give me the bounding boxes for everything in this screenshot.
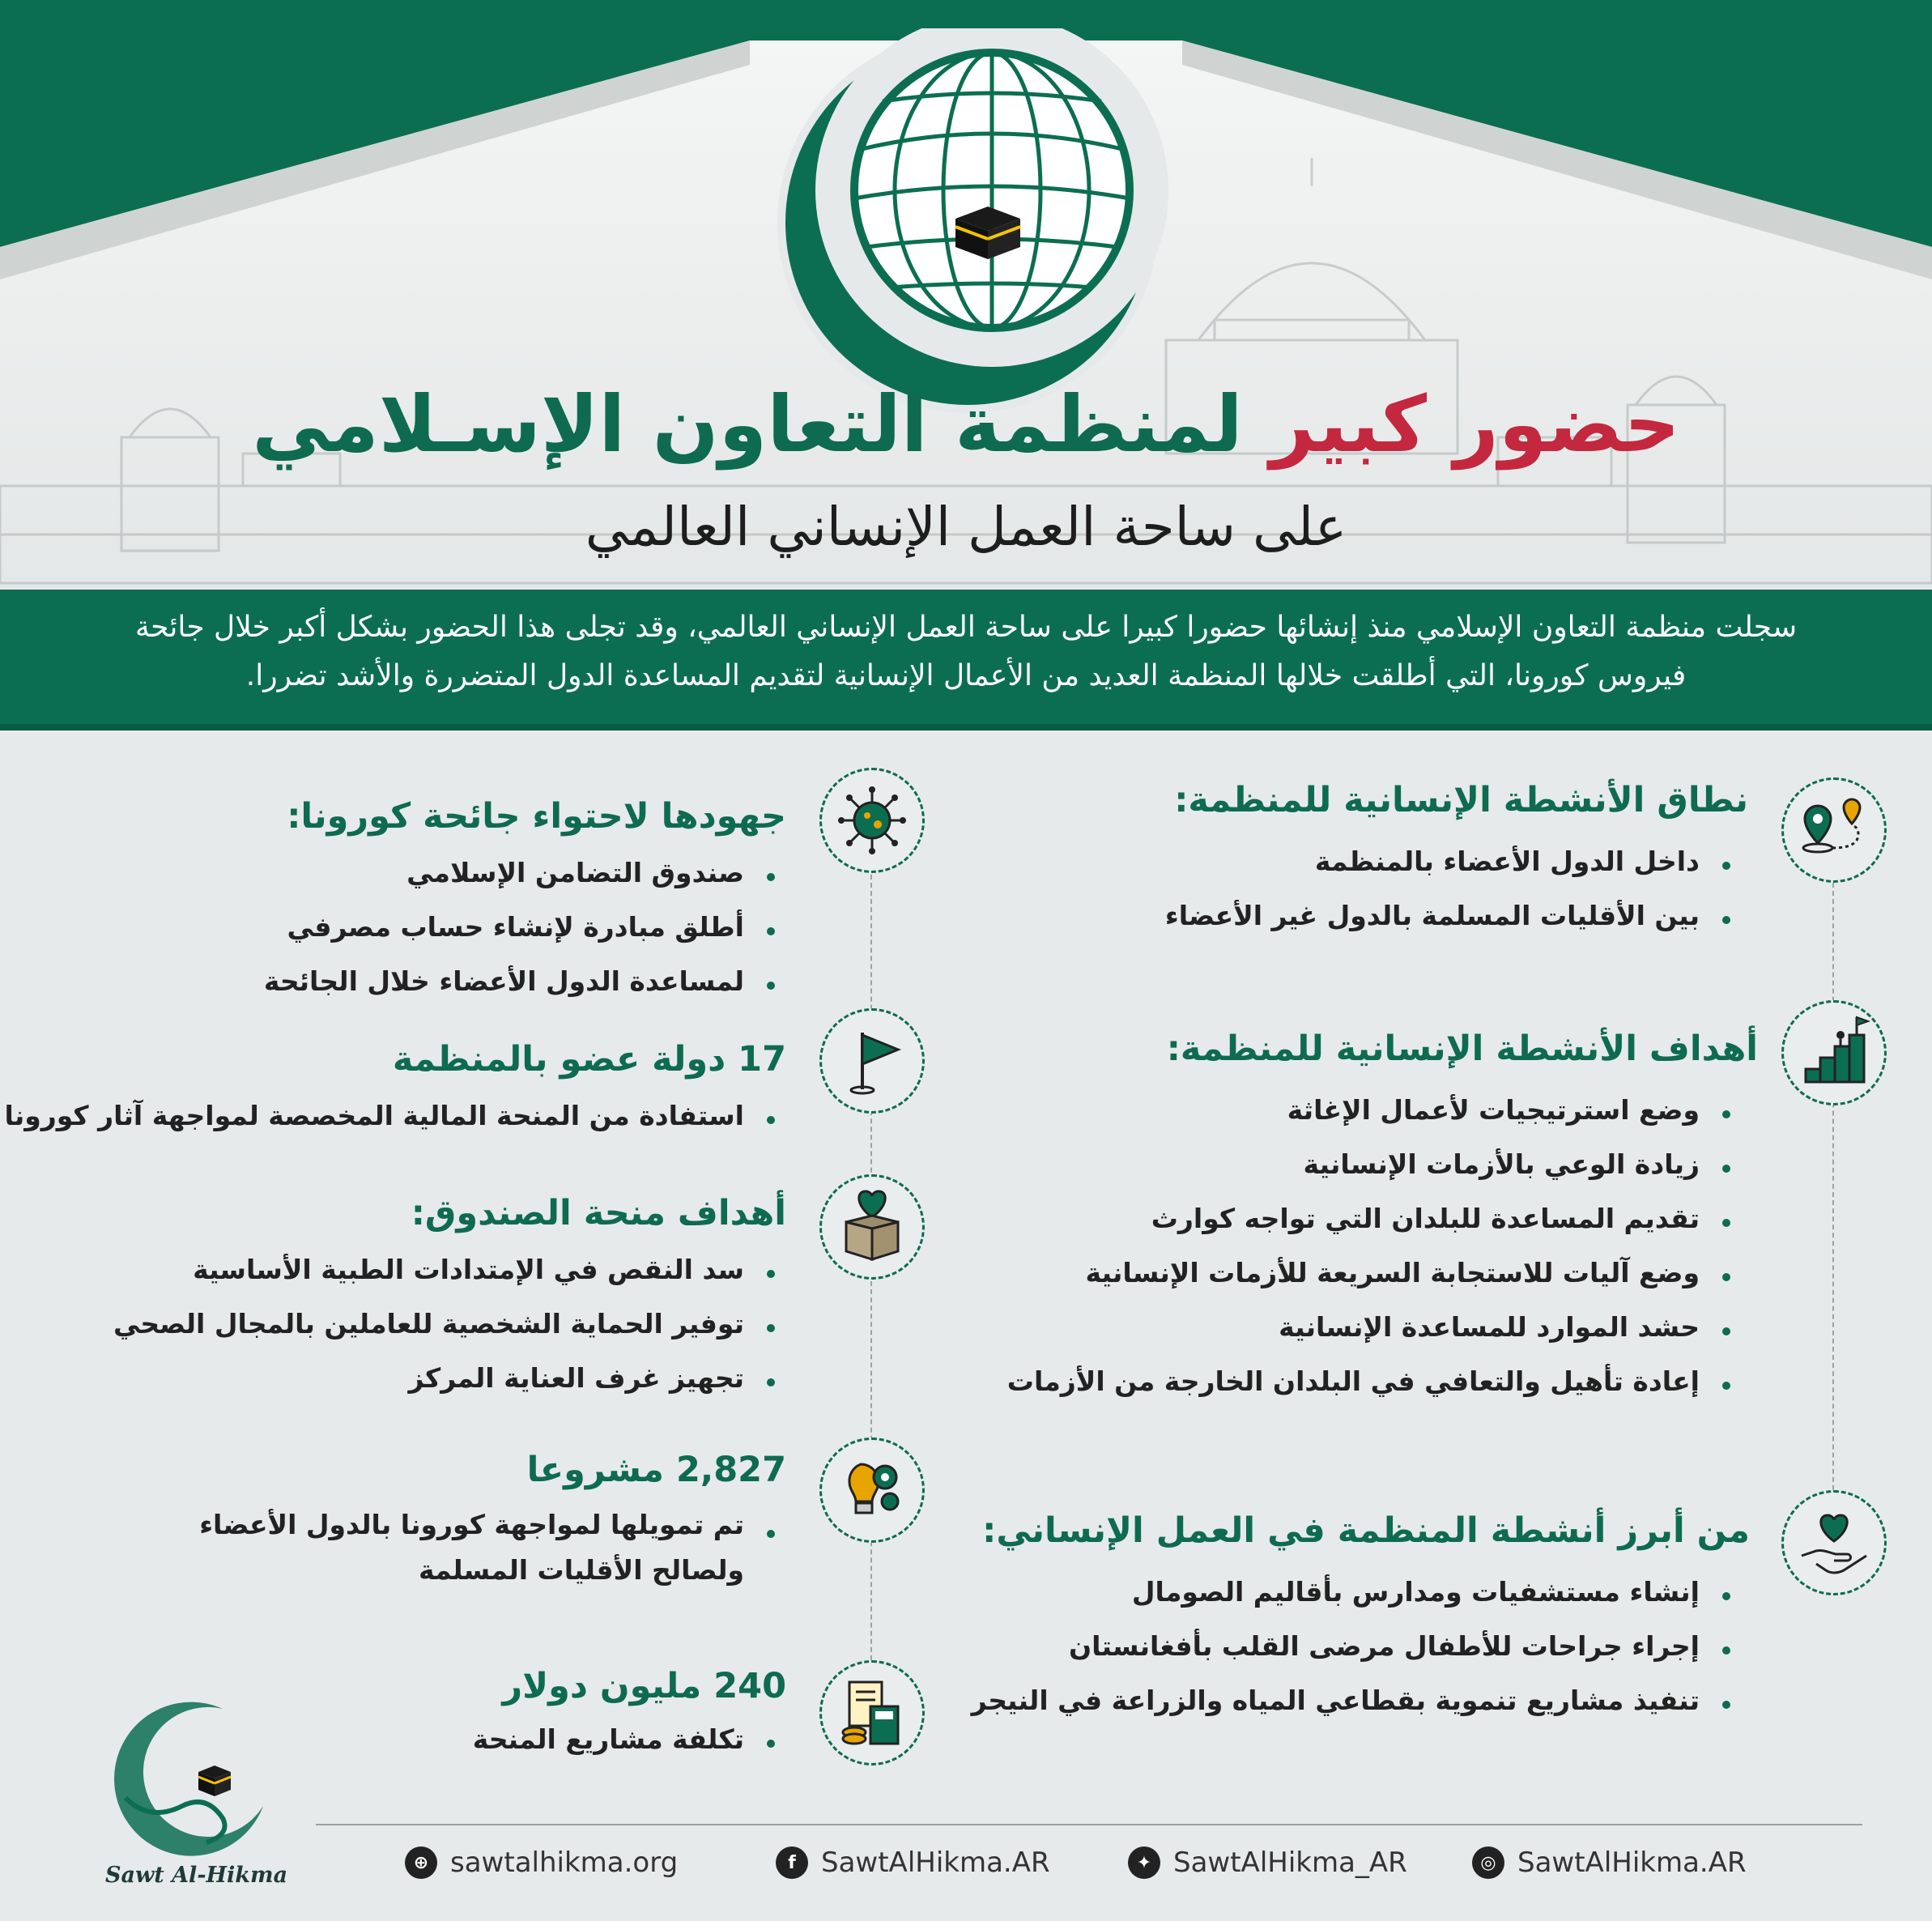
projects-list	[155, 1502, 786, 1593]
heart-hand-icon	[1794, 1502, 1875, 1583]
activities-list	[972, 1565, 1750, 1727]
list-item: تكلفة مشاريع المنحة	[473, 1712, 778, 1766]
right-timeline-line	[1832, 875, 1834, 1523]
list-item: وضع استرتيجيات لأعمال الإغاثة	[1007, 1083, 1734, 1137]
twitter-icon: ✦	[1128, 1846, 1160, 1879]
goals-title: أهداف الأنشطة الإنسانية للمنظمة:	[1166, 1029, 1758, 1069]
subtitle: على ساحة العمل الإنساني العالمي	[585, 496, 1347, 558]
cost-section	[473, 1662, 786, 1766]
bulb-gears-icon	[832, 1450, 913, 1531]
corona-efforts-title: جهودها لاحتواء جائحة كورونا:	[287, 796, 786, 837]
list-item: أطلق مبادرة لإنشاء حساب مصرفي	[264, 900, 778, 954]
twitter-link[interactable]	[1128, 1846, 1407, 1879]
goals-icon-circle	[1781, 1000, 1887, 1105]
fund-goals-section	[113, 1189, 786, 1405]
member-states-icon-circle	[819, 1008, 925, 1114]
goals-list	[1007, 1083, 1758, 1408]
intro-line-2: فيروس كورونا، التي أطلقت خلالها المنظمة العديد من الأعمال الإنسانية لتقديم المساعدة الدول المتضررة والأشد تضررا.	[245, 659, 1687, 692]
list-item: إعادة تأهيل والتعافي في البلدان الخارجة من الأزمات	[1007, 1354, 1734, 1408]
scope-title: نطاق الأنشطة الإنسانية للمنظمة:	[1174, 780, 1748, 820]
corona-efforts-list	[264, 845, 786, 1008]
main-title	[0, 379, 1932, 470]
corona-efforts-icon-circle	[819, 768, 925, 873]
scope-section	[1165, 776, 1748, 943]
list-item: تنفيذ مشاريع تنموية بقطاعي المياه والزراعة في النيجر	[972, 1673, 1734, 1727]
brand-name: Sawt Al-Hikma	[105, 1863, 288, 1888]
stairs-flag-icon	[1794, 1012, 1875, 1093]
title-highlight: حضور كبير	[1270, 379, 1680, 470]
list-item: تجهيز غرف العناية المركز	[113, 1351, 778, 1405]
intro-text	[57, 603, 1875, 701]
instagram-icon: ◎	[1472, 1846, 1504, 1879]
projects-icon-circle	[819, 1438, 925, 1543]
flag-icon	[832, 1020, 913, 1101]
cost-title: 240 مليون دولار	[502, 1666, 786, 1706]
corona-efforts-section	[264, 792, 786, 1008]
virus-icon	[832, 780, 913, 861]
instagram-link[interactable]	[1472, 1846, 1747, 1879]
footer-divider	[316, 1824, 1862, 1825]
title-main: لمنظمة التعاون الإسـلامي	[252, 379, 1243, 470]
member-states-section	[4, 1035, 786, 1143]
website-text: sawtalhikma.org	[450, 1846, 679, 1879]
list-item: وضع آليات للاستجابة السريعة للأزمات الإنسانية	[1007, 1246, 1734, 1300]
globe-icon: ⊕	[405, 1846, 437, 1879]
facebook-icon: f	[776, 1846, 808, 1879]
scope-icon-circle	[1781, 777, 1887, 883]
twitter-text: SawtAlHikma_AR	[1173, 1846, 1407, 1879]
projects-title: 2,827 مشروعا	[526, 1450, 786, 1490]
cost-list	[473, 1712, 786, 1766]
activities-section	[972, 1506, 1750, 1727]
facebook-text: SawtAlHikma.AR	[821, 1846, 1050, 1879]
activities-title: من أبرز أنشطة المنظمة في العمل الإنساني:	[982, 1510, 1750, 1551]
oic-emblem-icon	[761, 28, 1174, 417]
facebook-link[interactable]	[776, 1846, 1050, 1879]
list-item: زيادة الوعي بالأزمات الإنسانية	[1007, 1137, 1734, 1191]
list-item: لمساعدة الدول الأعضاء خلال الجائحة	[264, 954, 778, 1008]
sawt-alhikma-logo-icon	[101, 1685, 279, 1871]
goals-section	[1007, 1024, 1758, 1408]
list-item: توفير الحماية الشخصية للعاملين بالمجال الصحي	[113, 1297, 778, 1351]
scope-list	[1165, 834, 1748, 943]
list-item: بين الأقليات المسلمة بالدول غير الأعضاء	[1165, 888, 1734, 943]
heart-box-icon	[832, 1186, 913, 1267]
list-item: تقديم المساعدة للبلدان التي تواجه كوارث	[1007, 1191, 1734, 1246]
list-item: سد النقص في الإمتدادات الطبية الأساسية	[113, 1242, 778, 1297]
website-link[interactable]	[405, 1846, 678, 1879]
band-divider	[0, 724, 1932, 730]
list-item: داخل الدول الأعضاء بالمنظمة	[1165, 834, 1734, 888]
projects-section	[155, 1446, 786, 1593]
left-timeline-line	[870, 875, 872, 1693]
fund-goals-title: أهداف منحة الصندوق:	[411, 1193, 786, 1233]
fund-goals-list	[113, 1242, 786, 1405]
fund-goals-icon-circle	[819, 1174, 925, 1280]
list-item: صندوق التضامن الإسلامي	[264, 845, 778, 900]
intro-line-1: سجلت منظمة التعاون الإسلامي منذ إنشائها حضورا كبيرا على ساحة العمل الإنساني العالمي، وقد تجلى هذا الحضور بشكل أكبر خلال جائحة	[134, 611, 1798, 644]
list-item: حشد الموارد للمساعدة الإنسانية	[1007, 1300, 1734, 1354]
cost-icon-circle	[819, 1660, 925, 1766]
calculator-money-icon	[832, 1672, 913, 1753]
member-states-list	[4, 1088, 786, 1143]
list-item: إجراء جراحات للأطفال مرضى القلب بأفغانستان	[972, 1619, 1734, 1673]
instagram-text: SawtAlHikma.AR	[1517, 1846, 1747, 1879]
list-item: استفادة من المنحة المالية المخصصة لمواجهة آثار كورونا	[4, 1088, 778, 1143]
member-states-title: 17 دولة عضو بالمنظمة	[392, 1039, 786, 1080]
location-pins-icon	[1794, 790, 1875, 871]
list-item: إنشاء مستشفيات ومدارس بأقاليم الصومال	[972, 1565, 1734, 1619]
list-item: تم تمويلها لمواجهة كورونا بالدول الأعضاء ولصالح الأقليات المسلمة	[155, 1502, 778, 1593]
activities-icon-circle	[1781, 1490, 1887, 1595]
